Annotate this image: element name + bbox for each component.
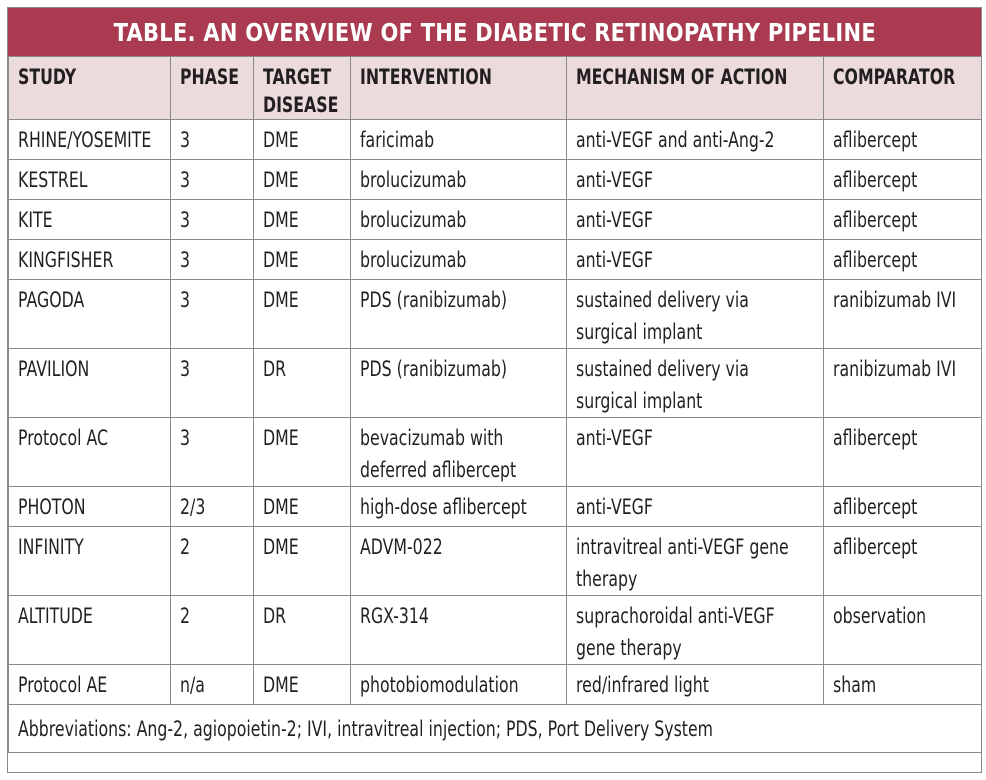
cell-mechanism: anti-VEGF (567, 418, 824, 487)
cell-phase: 3 (171, 160, 254, 200)
header-mechanism: MECHANISM OF ACTION (567, 57, 824, 120)
cell-intervention: photobiomodulation (351, 665, 567, 705)
cell-study: RHINE/YOSEMITE (9, 120, 171, 160)
cell-comparator: observation (824, 596, 982, 665)
table-body (9, 120, 982, 705)
cell-intervention: RGX-314 (351, 596, 567, 665)
cell-study: KITE (9, 200, 171, 240)
table-row (9, 349, 982, 418)
cell-comparator: aflibercept (824, 418, 982, 487)
cell-study: ALTITUDE (9, 596, 171, 665)
footnote: Abbreviations: Ang-2, agiopoietin-2; IVI, intravitreal injection; PDS, Port Delivery System (18, 717, 714, 741)
table-row (9, 527, 982, 596)
header-comparator: COMPARATOR (824, 57, 982, 120)
cell-target-disease: DME (254, 418, 351, 487)
cell-target-disease: DME (254, 160, 351, 200)
cell-phase: 3 (171, 280, 254, 349)
header-phase: PHASE (171, 57, 254, 120)
cell-intervention: brolucizumab (351, 200, 567, 240)
cell-mechanism: suprachoroidal anti-VEGF gene therapy (567, 596, 824, 665)
cell-target-disease: DME (254, 280, 351, 349)
cell-study: Protocol AE (9, 665, 171, 705)
cell-phase: 3 (171, 200, 254, 240)
cell-target-disease: DME (254, 120, 351, 160)
cell-study: PAGODA (9, 280, 171, 349)
cell-study: INFINITY (9, 527, 171, 596)
table-title-bar (8, 8, 981, 56)
cell-phase: 3 (171, 349, 254, 418)
table-row (9, 120, 982, 160)
cell-comparator: ranibizumab IVI (824, 349, 982, 418)
table-header (9, 57, 982, 120)
cell-comparator: aflibercept (824, 200, 982, 240)
cell-phase: 2/3 (171, 487, 254, 527)
cell-mechanism: anti-VEGF (567, 200, 824, 240)
pipeline-table (8, 56, 982, 753)
cell-target-disease: DR (254, 596, 351, 665)
cell-phase: n/a (171, 665, 254, 705)
cell-comparator: ranibizumab IVI (824, 280, 982, 349)
cell-intervention: faricimab (351, 120, 567, 160)
cell-target-disease: DME (254, 487, 351, 527)
cell-study: Protocol AC (9, 418, 171, 487)
cell-intervention: high-dose aflibercept (351, 487, 567, 527)
header-intervention: INTERVENTION (351, 57, 567, 120)
cell-phase: 3 (171, 120, 254, 160)
cell-intervention: PDS (ranibizumab) (351, 280, 567, 349)
cell-comparator: aflibercept (824, 240, 982, 280)
table-row (9, 487, 982, 527)
table-row (9, 280, 982, 349)
header-study: STUDY (9, 57, 171, 120)
cell-phase: 2 (171, 527, 254, 596)
cell-phase: 3 (171, 240, 254, 280)
cell-intervention: brolucizumab (351, 160, 567, 200)
cell-target-disease: DME (254, 527, 351, 596)
cell-target-disease: DME (254, 200, 351, 240)
cell-mechanism: sustained delivery via surgical implant (567, 280, 824, 349)
cell-study: KESTREL (9, 160, 171, 200)
footnote-row (9, 705, 982, 753)
cell-comparator: aflibercept (824, 487, 982, 527)
footnote-cell (9, 705, 982, 753)
cell-target-disease: DME (254, 240, 351, 280)
table-row (9, 200, 982, 240)
table-title: TABLE. AN OVERVIEW OF THE DIABETIC RETINOPATHY PIPELINE (113, 17, 876, 47)
cell-mechanism: anti-VEGF (567, 240, 824, 280)
cell-comparator: sham (824, 665, 982, 705)
cell-comparator: aflibercept (824, 527, 982, 596)
cell-mechanism: anti-VEGF and anti-Ang-2 (567, 120, 824, 160)
header-target-disease: TARGET DISEASE (254, 57, 351, 120)
cell-intervention: brolucizumab (351, 240, 567, 280)
cell-mechanism: sustained delivery via surgical implant (567, 349, 824, 418)
cell-comparator: aflibercept (824, 120, 982, 160)
cell-target-disease: DME (254, 665, 351, 705)
table-row (9, 418, 982, 487)
cell-intervention: bevacizumab with deferred aflibercept (351, 418, 567, 487)
cell-mechanism: intravitreal anti-VEGF gene therapy (567, 527, 824, 596)
cell-mechanism: anti-VEGF (567, 160, 824, 200)
cell-study: KINGFISHER (9, 240, 171, 280)
cell-target-disease: DR (254, 349, 351, 418)
table-row (9, 665, 982, 705)
cell-phase: 2 (171, 596, 254, 665)
cell-phase: 3 (171, 418, 254, 487)
table-row (9, 160, 982, 200)
cell-mechanism: red/infrared light (567, 665, 824, 705)
cell-study: PHOTON (9, 487, 171, 527)
cell-study: PAVILION (9, 349, 171, 418)
table-row (9, 596, 982, 665)
table-row (9, 240, 982, 280)
cell-mechanism: anti-VEGF (567, 487, 824, 527)
cell-comparator: aflibercept (824, 160, 982, 200)
cell-intervention: PDS (ranibizumab) (351, 349, 567, 418)
header-row (9, 57, 982, 120)
cell-intervention: ADVM-022 (351, 527, 567, 596)
